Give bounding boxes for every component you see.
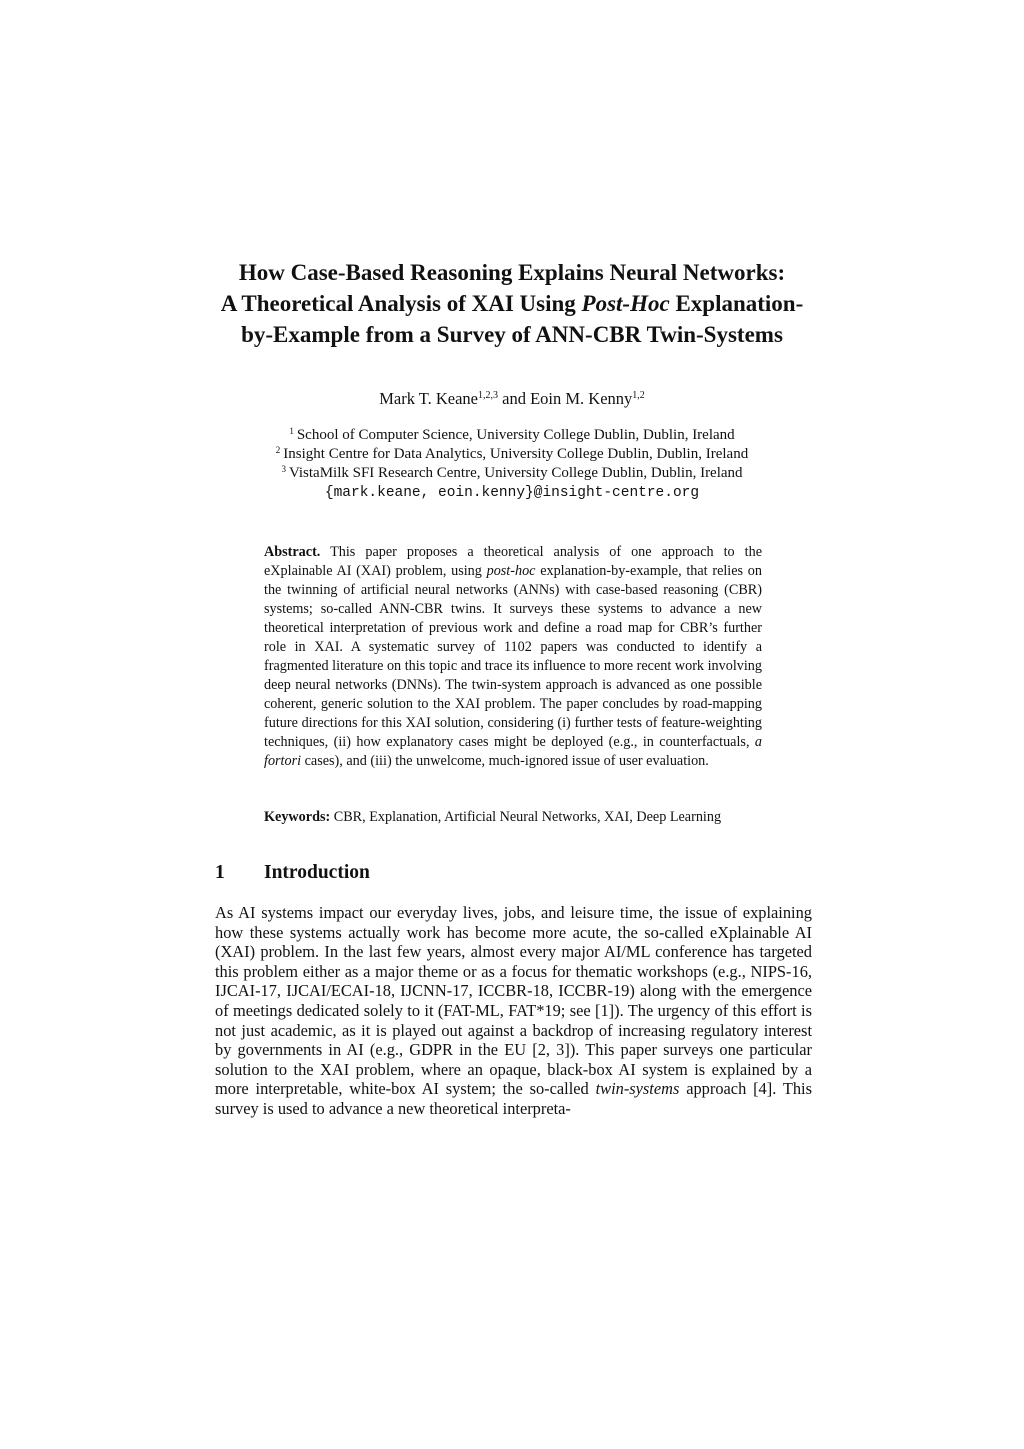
author-email: {mark.keane, eoin.kenny}@insight-centre.org [324, 485, 700, 501]
introduction-paragraph: As AI systems impact our everyday lives, jobs, and leisure time, the issue of explaining how these systems actually work has become more acute, the so-called eXplainable AI (XAI) problem. In the last few years, almost every major AI/ML conference has targeted this problem either as a major theme or as a focus for thematic workshops (e.g., NIPS-16, IJCAI-17, IJCAI/ECAI-18, IJCNN-17, ICCBR-18, ICCBR-19) along with the emergence of meetings dedicated solely to it (FAT-ML, FAT*19; see [1]). The urgency of this effort is not just academic, as it is played out against a backdrop of increasing regulatory interest by governments in AI (e.g., GDPR in the EU [2, 3]). This paper surveys one particular solution to the XAI problem, where an opaque, black-box AI system is explained by a more interpretable, white-box AI system; the so-called twin-systems approach [4]. This survey is used to advance a new theoretical interpreta- [215, 903, 812, 1118]
keywords-list: CBR, Explanation, Artificial Neural Networks, XAI, Deep Learning [330, 809, 722, 825]
title-line-3: by-Example from a Survey of ANN-CBR Twin-Systems [241, 322, 783, 347]
section-number: 1 [215, 862, 225, 883]
abstract: Abstract. This paper proposes a theoretical analysis of one approach to the eXplainable AI (XAI) problem, using post-hoc explanation-by-example, that relies on the twinning of artificial neural networks (ANNs) with case-based reasoning (CBR) systems; so-called ANN-CBR twins. It surveys these systems to advance a new theoretical interpretation of previous work and define a road map for CBR’s further role in XAI. A systematic survey of 1102 papers was conducted to identify a fragmented literature on this topic and trace its influence to more recent work involving deep neural networks (DNNs). The twin-system approach is advanced as one possible coherent, generic solution to the XAI problem. The paper concludes by road-mapping future directions for this XAI solution, considering (i) further tests of feature-weighting techniques, (ii) how explanatory cases might be deployed (e.g., in counterfactuals, a fortori cases), and (iii) the unwelcome, much-ignored issue of user evaluation. [264, 544, 762, 769]
section-heading-introduction [215, 860, 370, 886]
affiliation-2: $^2$ Insight Centre for Data Analytics, University College Dublin, Dublin, Ireland [275, 445, 749, 462]
author-1: Mark T. Keane [379, 389, 479, 408]
author-2: Eoin M. Kenny [530, 389, 633, 408]
title-line-1: How Case-Based Reasoning Explains Neural Networks: [238, 260, 786, 285]
affiliations [150, 426, 874, 503]
keywords-label: Keywords: [264, 809, 331, 825]
authors [150, 388, 874, 410]
section-title: Introduction [264, 862, 370, 883]
paper-title [150, 257, 874, 350]
title-line-2: A Theoretical Analysis of XAI Using Post-Hoc Explanation- [220, 291, 804, 316]
author-conjunction: and [498, 389, 531, 408]
keywords [264, 808, 784, 827]
affiliation-1: $^1$ School of Computer Science, University College Dublin, Dublin, Ireland [289, 426, 735, 443]
affiliation-3: $^3$ VistaMilk SFI Research Centre, University College Dublin, Dublin, Ireland [281, 464, 743, 481]
abstract-label: Abstract. [264, 544, 321, 560]
author-2-affil-refs: 1,2 [632, 390, 645, 401]
author-1-affil-refs: 1,2,3 [478, 390, 499, 401]
